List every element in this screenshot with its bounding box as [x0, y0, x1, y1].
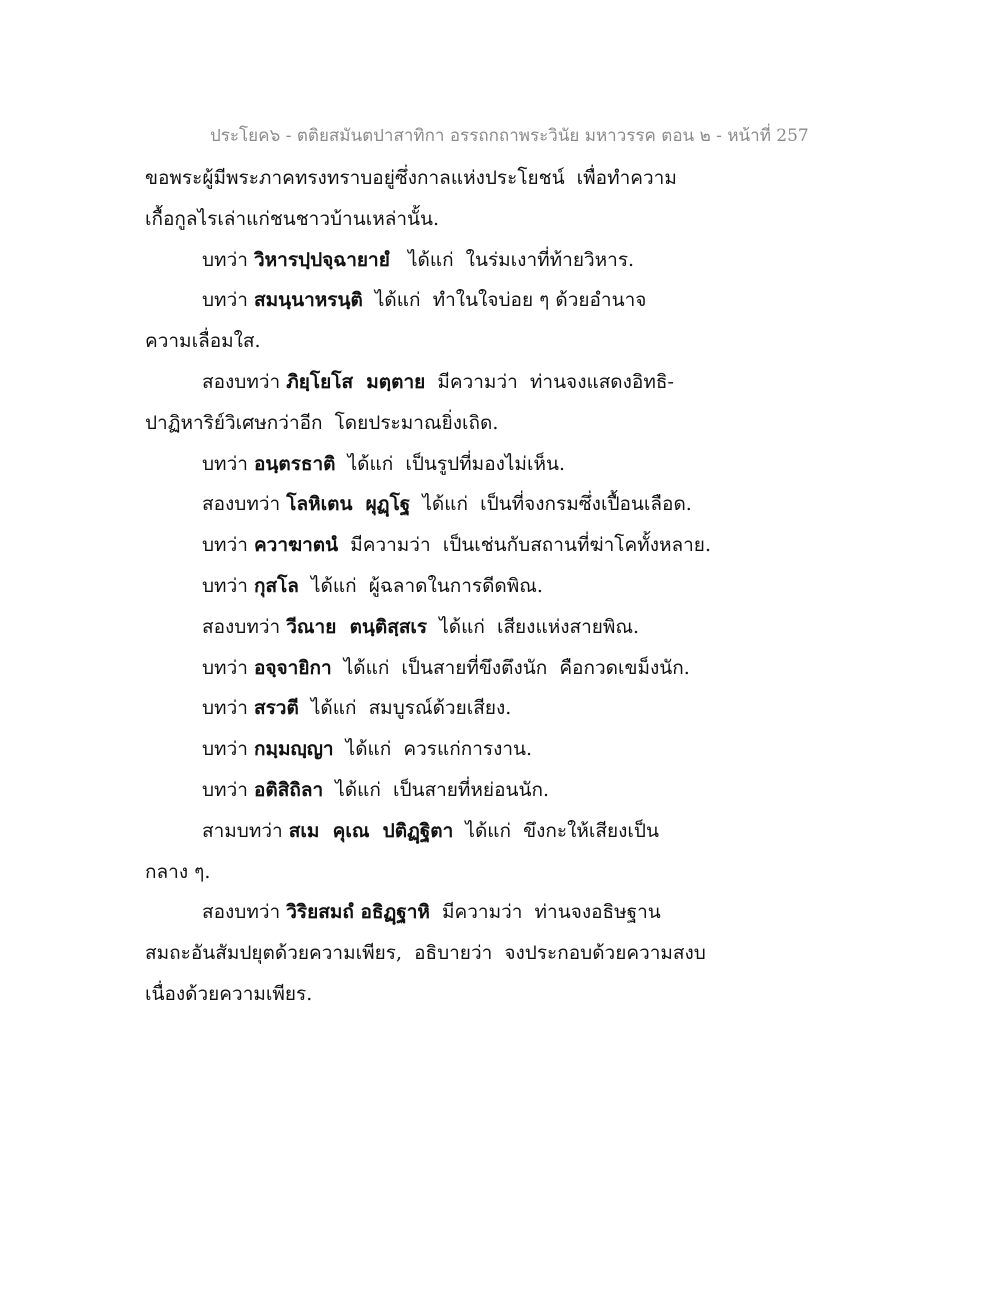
text-line [145, 525, 845, 566]
text-line [145, 199, 845, 240]
text-segment: บทว่า [202, 289, 254, 312]
text-segment: ได้แก่ ขึงกะให้เสียงเป็น [453, 819, 659, 842]
text-segment: บทว่า [202, 574, 254, 597]
text-segment: สองบทว่า [202, 493, 287, 516]
text-segment: บทว่า [202, 656, 254, 679]
text-line [145, 240, 845, 281]
text-segment: สองบทว่า [202, 901, 287, 924]
page-header: ประโยค๖ - ตติยสมันตปาสาทิกา อรรถกถาพระวินัย มหาวรรค ตอน ๒ - หน้าที่ 257 [210, 126, 809, 146]
text-segment: ได้แก่ เสียงแห่งสายพิณ. [427, 615, 640, 638]
pali-term: วิริยสมถํ อธิฏฺฐาหิ [286, 901, 430, 924]
text-segment: บทว่า [202, 452, 254, 475]
pali-term: สมนฺนาหรนฺติ [253, 289, 363, 312]
text-segment: บทว่า [202, 697, 254, 720]
text-segment: ได้แก่ สมบูรณ์ด้วยเสียง. [298, 697, 512, 720]
text-line [145, 362, 845, 403]
text-segment: กลาง ๆ. [145, 860, 211, 883]
text-segment: มีความว่า เป็นเช่นกับสถานที่ฆ่าโคทั้งหลาย. [338, 534, 711, 557]
body-text [145, 158, 845, 1015]
text-segment: ได้แก่ เป็นที่จงกรมซึ่งเปื้อนเลือด. [410, 493, 692, 516]
pali-term: ภิยฺโยโส มตฺตาย [286, 370, 426, 393]
text-line [145, 648, 845, 689]
pali-term: โลหิเตน ผุฏฺโฐ [286, 493, 411, 516]
text-segment: มีความว่า ท่านจงอธิษฐาน [429, 901, 661, 924]
text-segment: เนื่องด้วยความเพียร. [145, 982, 313, 1005]
text-line [145, 729, 845, 770]
pali-term: วีณาย ตนฺติสฺสเร [286, 615, 428, 638]
text-line [145, 158, 845, 199]
pali-term: วิหารปฺปจฺฉายายํ [253, 248, 390, 271]
text-segment: ความเลื่อมใส. [145, 330, 261, 353]
pali-term: กุสโล [253, 574, 299, 597]
pali-term: สรวตี [253, 697, 299, 720]
pali-term: อจฺจายิกา [253, 656, 332, 679]
text-line [145, 607, 845, 648]
text-segment: ได้แก่ ในร่มเงาที่ท้ายวิหาร. [389, 248, 635, 271]
text-line [145, 321, 845, 362]
text-segment: ได้แก่ ผู้ฉลาดในการดีดพิณ. [298, 574, 543, 597]
text-segment: ได้แก่ ทำในใจบ่อย ๆ ด้วยอำนาจ [362, 289, 647, 312]
text-segment: สามบทว่า [202, 819, 289, 842]
pali-term: กมฺมญฺญา [253, 738, 334, 761]
text-line [145, 974, 845, 1015]
text-segment: สมถะอันสัมปยุตด้วยความเพียร, อธิบายว่า จงประกอบด้วยความสงบ [145, 942, 706, 965]
text-segment: สองบทว่า [202, 615, 287, 638]
text-line [145, 933, 845, 974]
text-segment: ได้แก่ ควรแก่การงาน. [333, 738, 533, 761]
text-line [145, 484, 845, 525]
text-line [145, 770, 845, 811]
text-segment: บทว่า [202, 738, 254, 761]
text-line [145, 852, 845, 893]
text-segment: บทว่า [202, 778, 254, 801]
text-line [145, 280, 845, 321]
text-line [145, 688, 845, 729]
text-line [145, 811, 845, 852]
text-segment: ได้แก่ เป็นรูปที่มองไม่เห็น. [335, 452, 566, 475]
text-segment: ได้แก่ เป็นสายที่หย่อนนัก. [323, 778, 549, 801]
text-segment: ปาฏิหาริย์วิเศษกว่าอีก โดยประมาณยิ่งเถิด. [145, 411, 499, 434]
text-line [145, 403, 845, 444]
text-line [145, 444, 845, 485]
pali-term: สเม คุเณ ปติฏฺฐิตา [288, 819, 454, 842]
pali-term: อติสิถิลา [253, 778, 324, 801]
text-segment: บทว่า [202, 248, 254, 271]
text-segment: สองบทว่า [202, 370, 287, 393]
text-segment: มีความว่า ท่านจงแสดงอิทธิ- [425, 370, 674, 393]
text-segment: ขอพระผู้มีพระภาคทรงทราบอยู่ซึ่งกาลแห่งประโยชน์ เพื่อทำความ [145, 167, 677, 189]
text-segment: บทว่า [202, 534, 254, 557]
text-line [145, 892, 845, 933]
text-segment: เกื้อกูลไรเล่าแก่ชนชาวบ้านเหล่านั้น. [145, 207, 440, 230]
text-line [145, 566, 845, 607]
text-segment: ได้แก่ เป็นสายที่ขึงตึงนัก คือกวดเขม็งนัก. [331, 656, 690, 679]
pali-term: ควาฆาตนํ [253, 534, 339, 557]
pali-term: อนฺตรธาติ [253, 452, 336, 475]
